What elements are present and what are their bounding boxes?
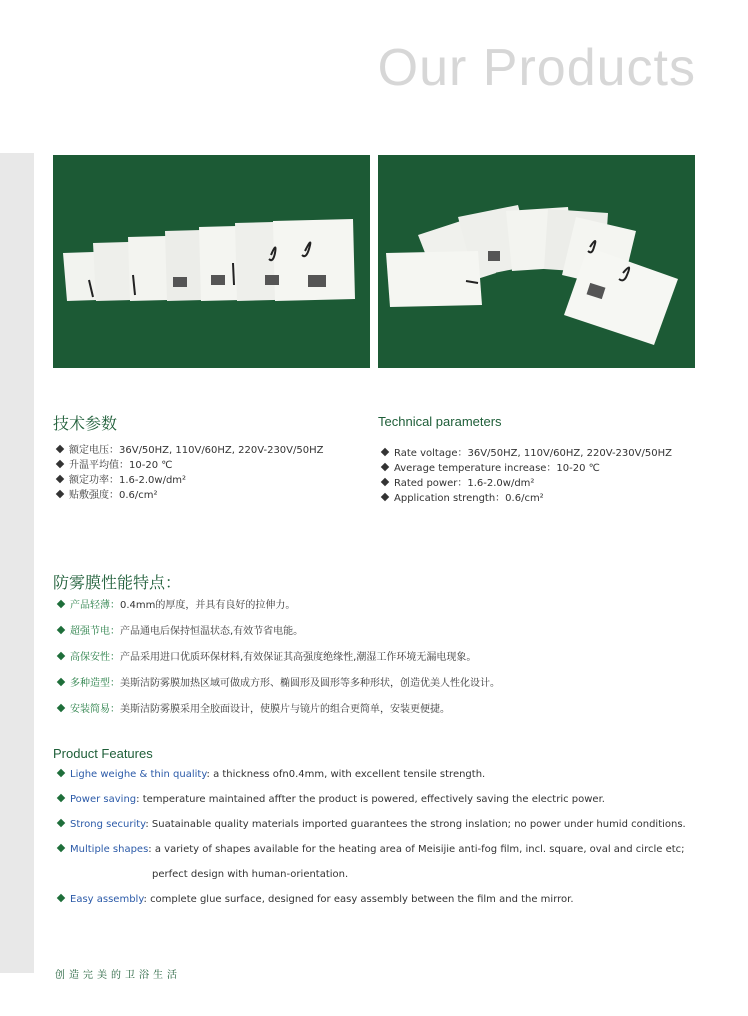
features-title-en: Product Features xyxy=(53,746,153,761)
diamond-bullet-icon xyxy=(56,445,64,453)
tech-params-title-zh: 技术参数 xyxy=(53,414,118,433)
list-item: Rate voltage：36V/50HZ, 110V/60HZ, 220V-230V/50HZ xyxy=(382,446,672,461)
diamond-bullet-icon xyxy=(57,894,65,902)
side-band xyxy=(0,153,34,973)
diamond-bullet-icon xyxy=(57,819,65,827)
diamond-bullet-icon xyxy=(57,678,65,686)
diamond-bullet-icon xyxy=(57,652,65,660)
tech-params-list-en xyxy=(382,446,672,506)
features-list-en xyxy=(58,768,686,918)
list-item: 额定功率：1.6-2.0w/dm² xyxy=(57,473,323,488)
diamond-bullet-icon xyxy=(56,490,64,498)
diamond-bullet-icon xyxy=(57,769,65,777)
list-item: 贴敷强度：0.6/cm² xyxy=(57,488,323,503)
diamond-bullet-icon xyxy=(57,704,65,712)
list-item: Power saving: temperature maintained affter the product is powered, effectively saving the electric power. xyxy=(58,793,686,818)
diamond-bullet-icon xyxy=(381,463,389,471)
list-item: Rated power：1.6-2.0w/dm² xyxy=(382,476,672,491)
diamond-bullet-icon xyxy=(57,794,65,802)
list-item: 额定电压：36V/50HZ, 110V/60HZ, 220V-230V/50HZ xyxy=(57,443,323,458)
product-photo-right xyxy=(378,155,695,368)
list-item: Strong security: Suatainable quality materials imported guarantees the strong inslation; no power under humid conditions. xyxy=(58,818,686,843)
diamond-bullet-icon xyxy=(57,600,65,608)
footer-slogan: 创造完美的卫浴生活 xyxy=(55,970,181,981)
list-item-continuation: perfect design with human-orientation. xyxy=(152,869,349,880)
page-title: Our Products xyxy=(377,39,696,97)
list-item: 安装简易：美斯洁防雾膜采用全胶面设计，使膜片与镜片的组合更简单，安装更便捷。 xyxy=(58,703,500,729)
diamond-bullet-icon xyxy=(381,448,389,456)
list-item: 高保安性：产品采用进口优质环保材料,有效保证其高强度绝缘性,潮湿工作环境无漏电现象。 xyxy=(58,651,500,677)
product-photo-left xyxy=(53,155,370,368)
anti-fog-film-fan-image xyxy=(378,155,695,368)
list-item: Application strength：0.6/cm² xyxy=(382,491,672,506)
list-item: Average temperature increase：10-20 ℃ xyxy=(382,461,672,476)
list-item: Lighe weighe & thin quality: a thickness ofn0.4mm, with excellent tensile strength. xyxy=(58,768,686,793)
tech-params-list-zh xyxy=(57,443,323,503)
list-item: 升温平均值：10-20 ℃ xyxy=(57,458,323,473)
list-item: 多种造型：美斯洁防雾膜加热区域可做成方形、椭圆形及圆形等多种形状，创造优美人性化设计。 xyxy=(58,677,500,703)
list-item: 超强节电：产品通电后保持恒温状态,有效节省电能。 xyxy=(58,625,500,651)
diamond-bullet-icon xyxy=(381,478,389,486)
features-title-zh: 防雾膜性能特点： xyxy=(53,573,182,592)
list-item: Multiple shapes: a variety of shapes available for the heating area of Meisijie anti-fog film, incl. square, oval and circle etc; xyxy=(58,843,686,868)
diamond-bullet-icon xyxy=(57,626,65,634)
tech-params-title-en: Technical parameters xyxy=(378,414,502,429)
diamond-bullet-icon xyxy=(56,460,64,468)
diamond-bullet-icon xyxy=(57,844,65,852)
diamond-bullet-icon xyxy=(381,493,389,501)
list-item: Easy assembly: complete glue surface, designed for easy assembly between the film and the mirror. xyxy=(58,893,686,918)
features-list-zh xyxy=(58,599,500,729)
anti-fog-film-sheets-image xyxy=(53,155,370,368)
list-item: 产品轻薄：0.4mm的厚度，并具有良好的拉伸力。 xyxy=(58,599,500,625)
diamond-bullet-icon xyxy=(56,475,64,483)
